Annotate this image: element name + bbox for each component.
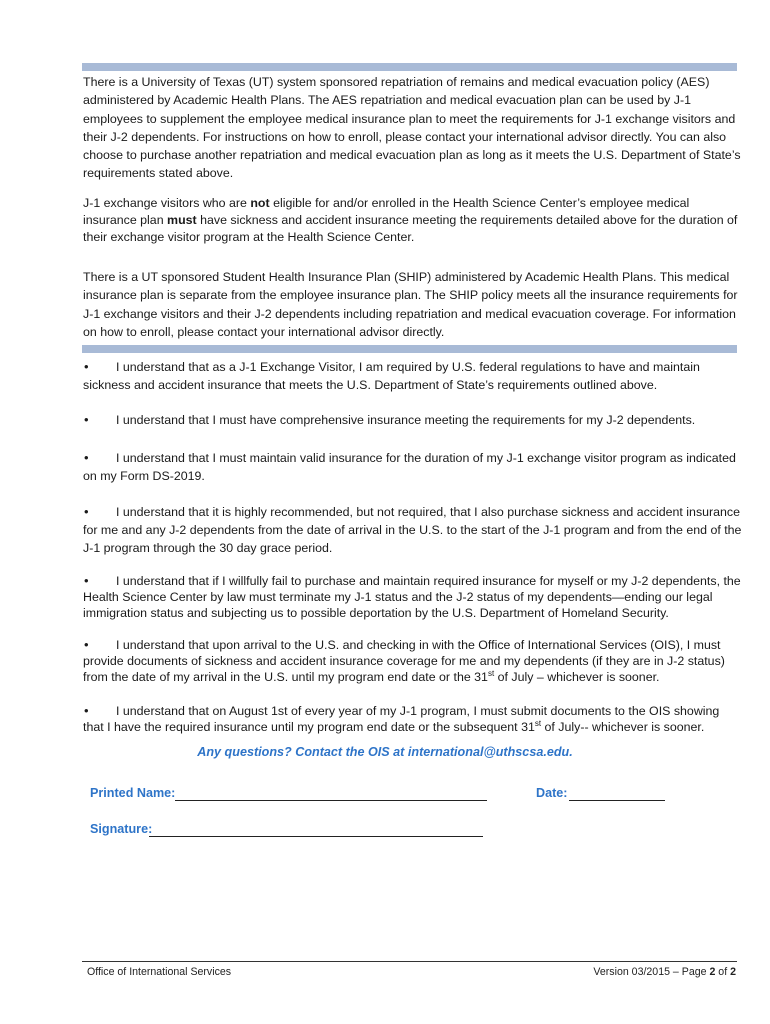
date-field[interactable] [569, 800, 665, 801]
printed-name-field[interactable] [175, 800, 487, 801]
eligibility-paragraph [83, 195, 743, 246]
bullet-icon [83, 703, 116, 720]
eligibility-text-a: J-1 exchange visitors who are [83, 196, 251, 210]
acknowledgement-item: •I understand that if I willfully fail to purchase and maintain required insurance for myself or my J-2 dependents, the Health Science Center by law must terminate my J-1 status and the J-2 status of my dependents—ending our legal immigration status and subjecting us to possible deportation by the U.S. Department of Homeland Security. [83, 573, 743, 621]
page-total: 2 [730, 966, 736, 978]
aes-paragraph: There is a University of Texas (UT) system sponsored repatriation of remains and medical evacuation policy (AES) administered by Academic Health Plans. The AES repatriation and medical evacuation plan can be used by J-1 employees to supplement the employee medical insurance plan to meet the requirements for J-1 exchange visitors and their J-2 dependents. For instructions on how to enroll, please contact your international advisor directly. You can also choose to purchase another repatriation and medical evacuation plan as long as it meets the U.S. Department of State’s requirements stated above. [83, 75, 741, 181]
bullet-icon [83, 637, 116, 654]
ship-paragraph: There is a UT sponsored Student Health Insurance Plan (SHIP) administered by Academic Health Plans. This medical insurance plan is separate from the employee insurance plan. The SHIP policy meets all the insurance requirements for J-1 exchange visitors and their J-2 dependents including repatriation and medical evacuation coverage. For information on how to enroll, please contact your international advisor directly. [83, 270, 738, 339]
acknowledgement-item: •I understand that as a J-1 Exchange Visitor, I am required by U.S. federal regulations to have and maintain sickness and accident insurance that meets the U.S. Department of State’s requirements outlined above. [83, 358, 743, 394]
acknowledgement-item: •I understand that I must maintain valid insurance for the duration of my J-1 exchange visitor program as indicated on my Form DS-2019. [83, 449, 743, 485]
eligibility-text-c: have sickness and accident insurance meeting the requirements detailed above for the duration of their exchange visitor program at the Health Science Center. [83, 213, 738, 244]
eligibility-text-b: eligible for and/or enrolled in the Health Science Center’s employee medical insurance plan [83, 196, 690, 227]
printed-name-label: Printed Name: [90, 786, 176, 800]
signature-field[interactable] [149, 836, 483, 837]
bullet-icon [83, 503, 116, 521]
footer-office: Office of International Services [87, 966, 232, 978]
bullet-icon [83, 411, 116, 429]
bullet-icon [83, 573, 116, 590]
acknowledgement-item: •I understand that it is highly recommended, but not required, that I also purchase sickness and accident insurance for me and any J-2 dependents from the date of arrival in the U.S. to the start of the J-1 program and from the end of the J-1 program through the 30 day grace period. [83, 503, 743, 557]
eligibility-not: not [250, 196, 270, 210]
page-current: 2 [709, 966, 716, 978]
date-label: Date: [536, 786, 568, 800]
eligibility-must: must [167, 213, 197, 227]
acknowledgement-item: •I understand that I must have comprehensive insurance meeting the requirements for my J-2 dependents. [83, 411, 743, 429]
acknowledgement-item: •I understand that on August 1st of every year of my J-1 program, I must submit documents to the OIS showing that I have the required insurance until my program end date or the subsequent 31st of July-- whichever is sooner. [83, 703, 743, 736]
contact-line: Any questions? Contact the OIS at international@uthscsa.edu. [197, 745, 573, 759]
bullet-icon [83, 449, 116, 467]
signature-label: Signature: [90, 822, 153, 836]
bullet-icon [83, 358, 116, 376]
acknowledgement-item: •I understand that upon arrival to the U.S. and checking in with the Office of International Services (OIS), I must provide documents of sickness and accident insurance coverage for me and my dependents (if they are in J-2 status) from the date of my arrival in the U.S. until my program end date or the 31st of July – whichever is sooner. [83, 637, 743, 685]
footer-version: Version 03/2015 – Page 2 of 2 [593, 966, 736, 978]
section-divider-top [82, 63, 737, 71]
footer-rule [82, 961, 737, 962]
section-divider-middle [82, 345, 737, 353]
